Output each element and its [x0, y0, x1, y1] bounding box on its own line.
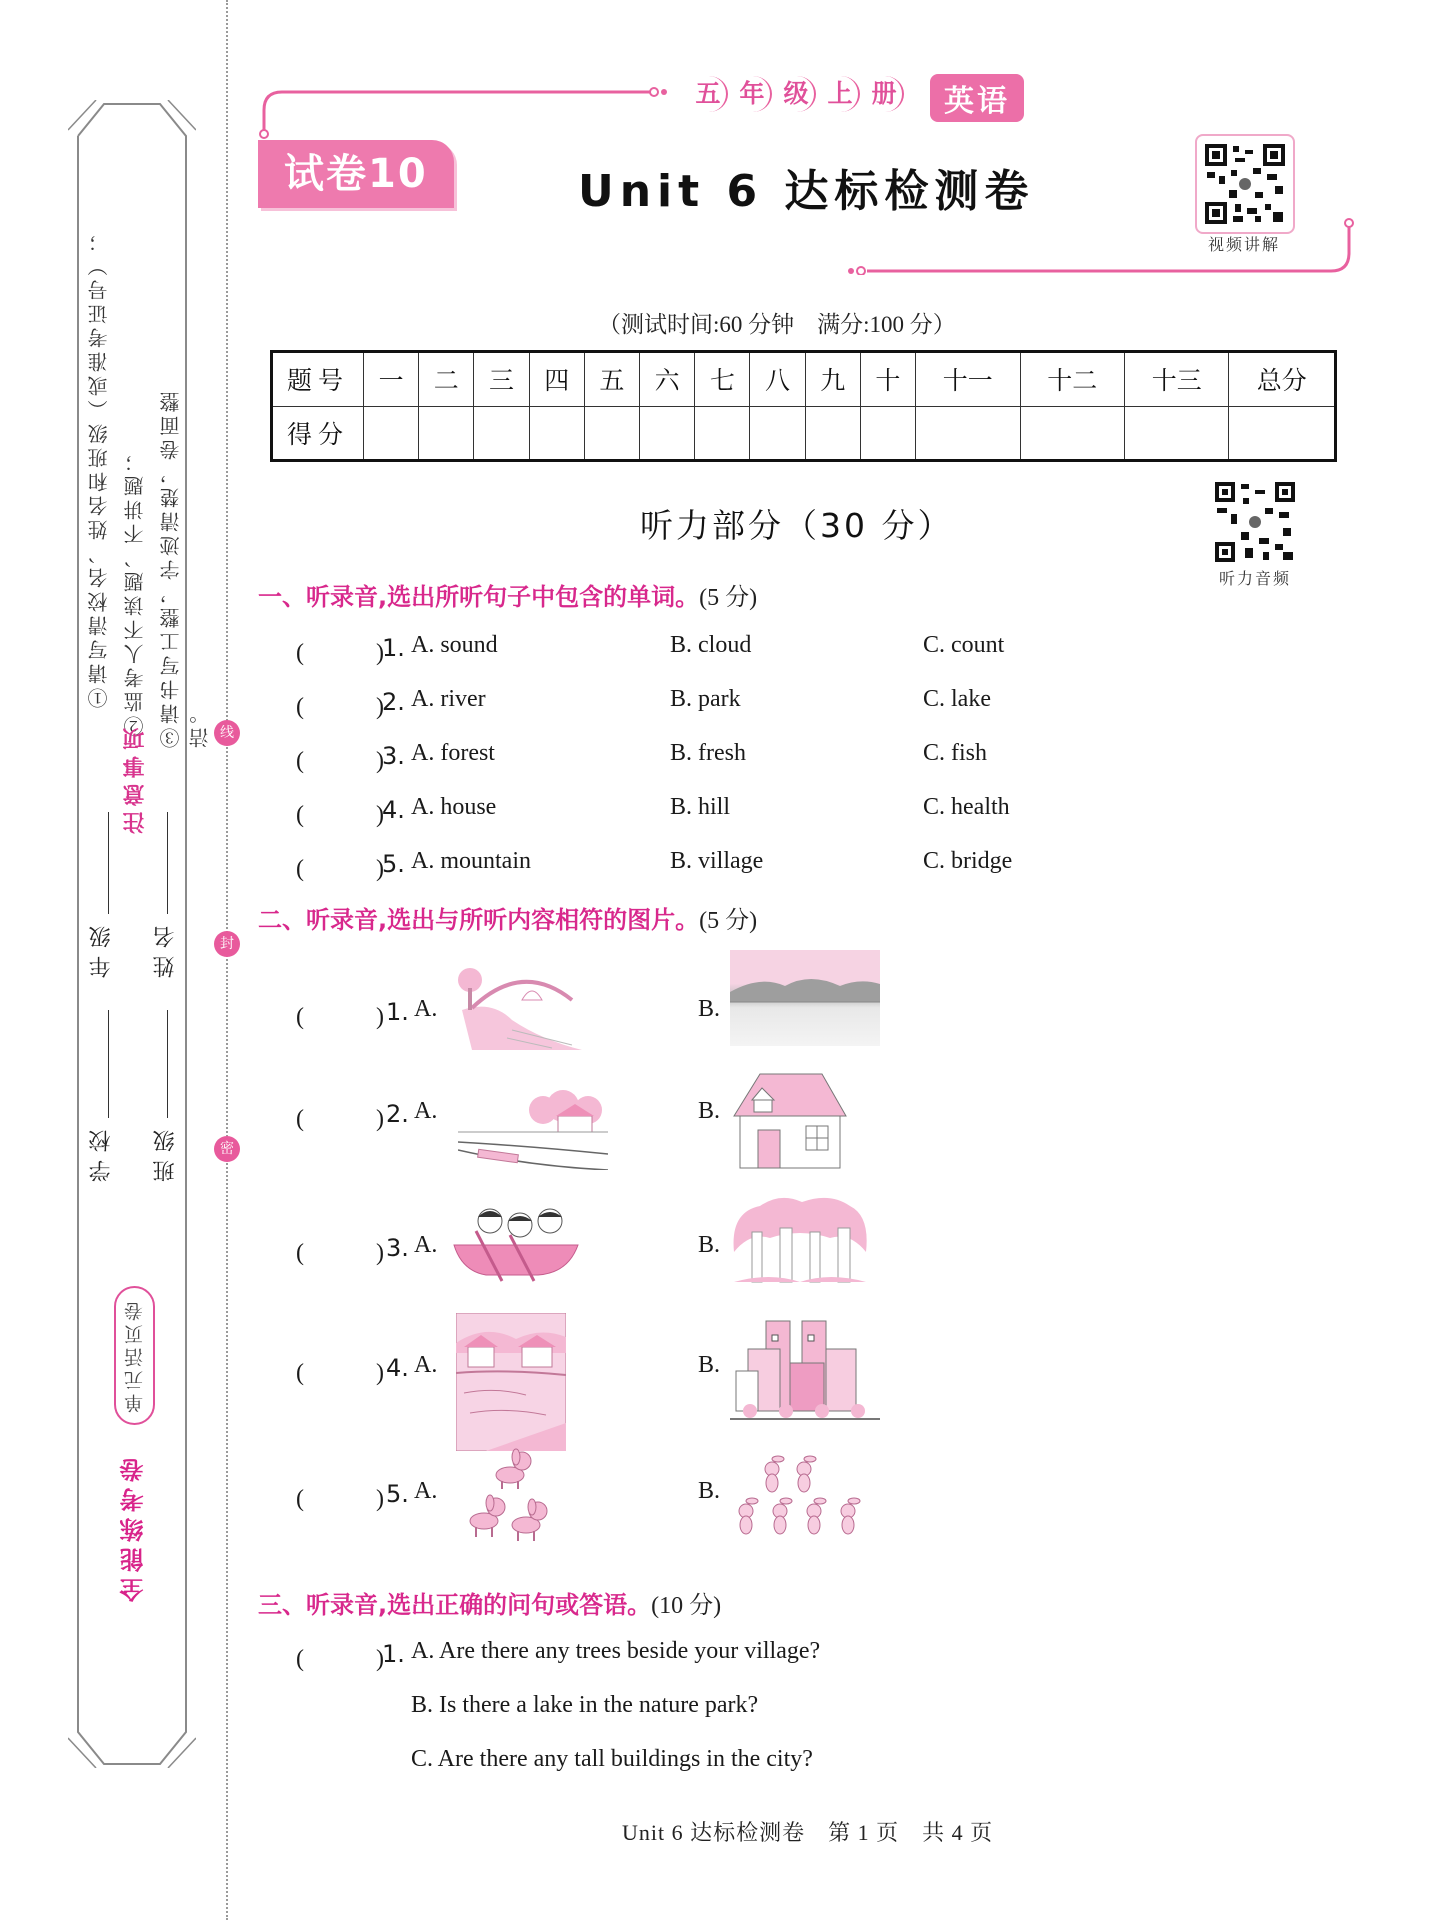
score-table-header-row — [272, 352, 1336, 407]
score-col: 四 — [529, 352, 584, 407]
item-number: 2. — [386, 1100, 409, 1128]
grade-chip: 上 — [822, 76, 860, 112]
grade-label: 年级 — [89, 918, 114, 978]
option-b: B. hill — [670, 794, 731, 820]
score-cell[interactable] — [1124, 406, 1228, 461]
answer-blank[interactable]: ( ) — [296, 748, 384, 774]
score-col: 十三 — [1124, 352, 1228, 407]
option-b: B. village — [670, 848, 764, 874]
option-a: A. river — [411, 686, 486, 712]
score-col: 二 — [419, 352, 474, 407]
score-col: 五 — [584, 352, 639, 407]
list-item — [296, 632, 1096, 666]
qr-code-icon — [1205, 144, 1285, 224]
list-item — [296, 740, 1096, 774]
score-cell[interactable] — [805, 406, 860, 461]
q2-heading-text: 二、听录音,选出与所听内容相符的图片。 — [258, 906, 700, 934]
answer-blank[interactable]: ( ) — [296, 640, 384, 666]
q2-points: (5 分) — [699, 908, 758, 934]
option-b: B. park — [670, 686, 741, 712]
page-title: Unit 6 达标检测卷 — [578, 166, 1035, 217]
forest-picture[interactable] — [730, 1192, 870, 1288]
option-a-label: A. — [414, 1098, 438, 1124]
score-cell[interactable] — [916, 406, 1020, 461]
score-table — [270, 350, 1337, 462]
option-a: A. mountain — [411, 848, 531, 874]
q3-heading — [258, 1585, 721, 1620]
option-c: C. bridge — [923, 848, 1013, 874]
notes-title: 注意事项 — [123, 722, 148, 834]
option-a: A. house — [411, 794, 497, 820]
option-b-label: B. — [698, 996, 721, 1022]
note-2: ②监考人不读题、不讲题； — [123, 448, 147, 736]
score-cell[interactable] — [640, 406, 695, 461]
item-number: 5. — [382, 850, 405, 878]
grade-input-line[interactable] — [108, 812, 109, 914]
list-item — [296, 686, 1096, 720]
qr-code-icon — [1215, 482, 1295, 562]
item-number: 1. — [386, 998, 409, 1026]
score-cell[interactable] — [529, 406, 584, 461]
q1-points: (5 分) — [699, 585, 758, 611]
grade-chip: 五 — [690, 76, 728, 112]
bridge-over-river-picture[interactable] — [452, 960, 592, 1050]
city-buildings-picture[interactable] — [730, 1315, 880, 1427]
option-a: A. sound — [411, 632, 498, 658]
option-b: B. Is there a lake in the nature park? — [411, 1692, 759, 1718]
list-item — [296, 794, 1096, 828]
note-3: ③请书写工整，字迹清楚，卷面整洁。 — [159, 388, 212, 748]
cut-mark-mi: 密 — [214, 1136, 240, 1162]
score-col: 三 — [474, 352, 529, 407]
answer-blank[interactable]: ( ) — [296, 1486, 384, 1512]
score-cell[interactable] — [1020, 406, 1124, 461]
item-number: 1. — [382, 634, 405, 662]
option-c: C. count — [923, 632, 1005, 658]
answer-blank[interactable]: ( ) — [296, 694, 384, 720]
listening-section-title: 听力部分（30 分） — [640, 506, 954, 545]
audio-qr-caption: 听力音频 — [1218, 569, 1291, 588]
answer-blank[interactable]: ( ) — [296, 856, 384, 882]
cut-line — [226, 0, 228, 1920]
option-c: C. Are there any tall buildings in the city? — [411, 1746, 813, 1772]
option-a-label: A. — [414, 1352, 438, 1378]
score-table-row-label: 题号 — [272, 352, 364, 407]
answer-blank[interactable]: ( ) — [296, 802, 384, 828]
option-b-label: B. — [698, 1098, 721, 1124]
cut-mark-xian: 线 — [214, 720, 240, 746]
option-b: B. cloud — [670, 632, 752, 658]
item-number: 4. — [386, 1354, 409, 1382]
three-dogs-picture[interactable] — [460, 1445, 560, 1545]
option-c: C. health — [923, 794, 1010, 820]
option-b-label: B. — [698, 1478, 721, 1504]
score-cell[interactable] — [695, 406, 750, 461]
header-right-connector-icon — [845, 215, 1360, 275]
option-b-label: B. — [698, 1352, 721, 1378]
class-label: 班级 — [153, 1122, 178, 1182]
list-item — [296, 848, 1096, 882]
score-col: 七 — [695, 352, 750, 407]
answer-blank[interactable]: ( ) — [296, 1106, 384, 1132]
school-input-line[interactable] — [108, 1010, 109, 1118]
item-number: 2. — [382, 688, 405, 716]
village-by-river-picture[interactable] — [456, 1313, 566, 1451]
score-col: 总分 — [1229, 352, 1336, 407]
score-table-score-row — [272, 406, 1336, 461]
score-col: 十二 — [1020, 352, 1124, 407]
exam-info: （测试时间:60 分钟 满分:100 分） — [598, 312, 956, 337]
option-b: B. fresh — [670, 740, 746, 766]
name-label: 姓名 — [153, 918, 178, 978]
score-cell[interactable] — [1229, 406, 1336, 461]
q1-heading-text: 一、听录音,选出所听句子中包含的单词。 — [258, 583, 700, 611]
river-with-house-picture[interactable] — [458, 1080, 608, 1170]
grade-chip: 级 — [778, 76, 816, 112]
note-1: ①请写清校名、姓名和班级（或准考证号）； — [87, 228, 111, 708]
score-cell[interactable] — [419, 406, 474, 461]
brand-name: 全能练考卷 — [119, 1452, 148, 1602]
answer-blank[interactable]: ( ) — [296, 1360, 384, 1386]
answer-blank[interactable]: ( ) — [296, 1240, 384, 1266]
page-footer: Unit 6 达标检测卷 第 1 页 共 4 页 — [622, 1820, 994, 1845]
option-c: C. lake — [923, 686, 991, 712]
unit-pill-badge: 单元活页卷 — [114, 1286, 155, 1425]
score-col: 十一 — [916, 352, 1020, 407]
sidebar-notes — [84, 228, 212, 748]
cut-mark-feng: 封 — [214, 931, 240, 957]
house-picture[interactable] — [730, 1070, 850, 1170]
audio-qr-code[interactable] — [1215, 482, 1295, 562]
mountain-icon — [730, 950, 880, 1046]
option-a-label: A. — [414, 1478, 438, 1504]
q3-points: (10 分) — [651, 1593, 722, 1619]
option-a: A. Are there any trees beside your village? — [411, 1638, 821, 1664]
option-b-label: B. — [698, 1232, 721, 1258]
q3-heading-text: 三、听录音,选出正确的问句或答语。 — [258, 1591, 652, 1619]
score-table-row-label: 得分 — [272, 406, 364, 461]
item-number: 4. — [382, 796, 405, 824]
video-qr-caption: 视频讲解 — [1207, 235, 1280, 254]
score-cell[interactable] — [750, 406, 805, 461]
answer-blank[interactable]: ( ) — [296, 1004, 384, 1030]
answer-blank[interactable]: ( ) — [296, 1646, 384, 1672]
paper-number-badge: 试卷10 — [258, 140, 454, 208]
score-cell[interactable] — [860, 406, 915, 461]
item-number: 1. — [382, 1640, 405, 1668]
score-col: 十 — [860, 352, 915, 407]
class-input-line[interactable] — [167, 1010, 168, 1118]
q1-heading — [258, 577, 757, 612]
score-col: 六 — [640, 352, 695, 407]
score-cell[interactable] — [364, 406, 419, 461]
item-number: 3. — [382, 742, 405, 770]
list-item — [296, 1638, 1096, 1672]
score-col: 九 — [805, 352, 860, 407]
name-input-line[interactable] — [167, 812, 168, 914]
option-c: C. fish — [923, 740, 988, 766]
grade-chips — [690, 76, 910, 112]
option-a-label: A. — [414, 1232, 438, 1258]
score-cell[interactable] — [584, 406, 639, 461]
grade-chip: 年 — [734, 76, 772, 112]
score-col: 一 — [364, 352, 419, 407]
option-a: A. forest — [411, 740, 495, 766]
lake-with-mountains-picture[interactable] — [730, 950, 880, 1046]
item-number: 3. — [386, 1234, 409, 1262]
school-label: 学校 — [89, 1122, 114, 1182]
subject-badge: 英语 — [930, 74, 1024, 122]
score-col: 八 — [750, 352, 805, 407]
score-cell[interactable] — [474, 406, 529, 461]
children-rowing-boat-picture[interactable] — [452, 1205, 592, 1285]
q2-heading — [258, 900, 757, 935]
item-number: 5. — [386, 1480, 409, 1508]
grade-chip: 册 — [866, 76, 904, 112]
six-rabbits-picture[interactable] — [730, 1455, 870, 1545]
option-a-label: A. — [414, 996, 438, 1022]
